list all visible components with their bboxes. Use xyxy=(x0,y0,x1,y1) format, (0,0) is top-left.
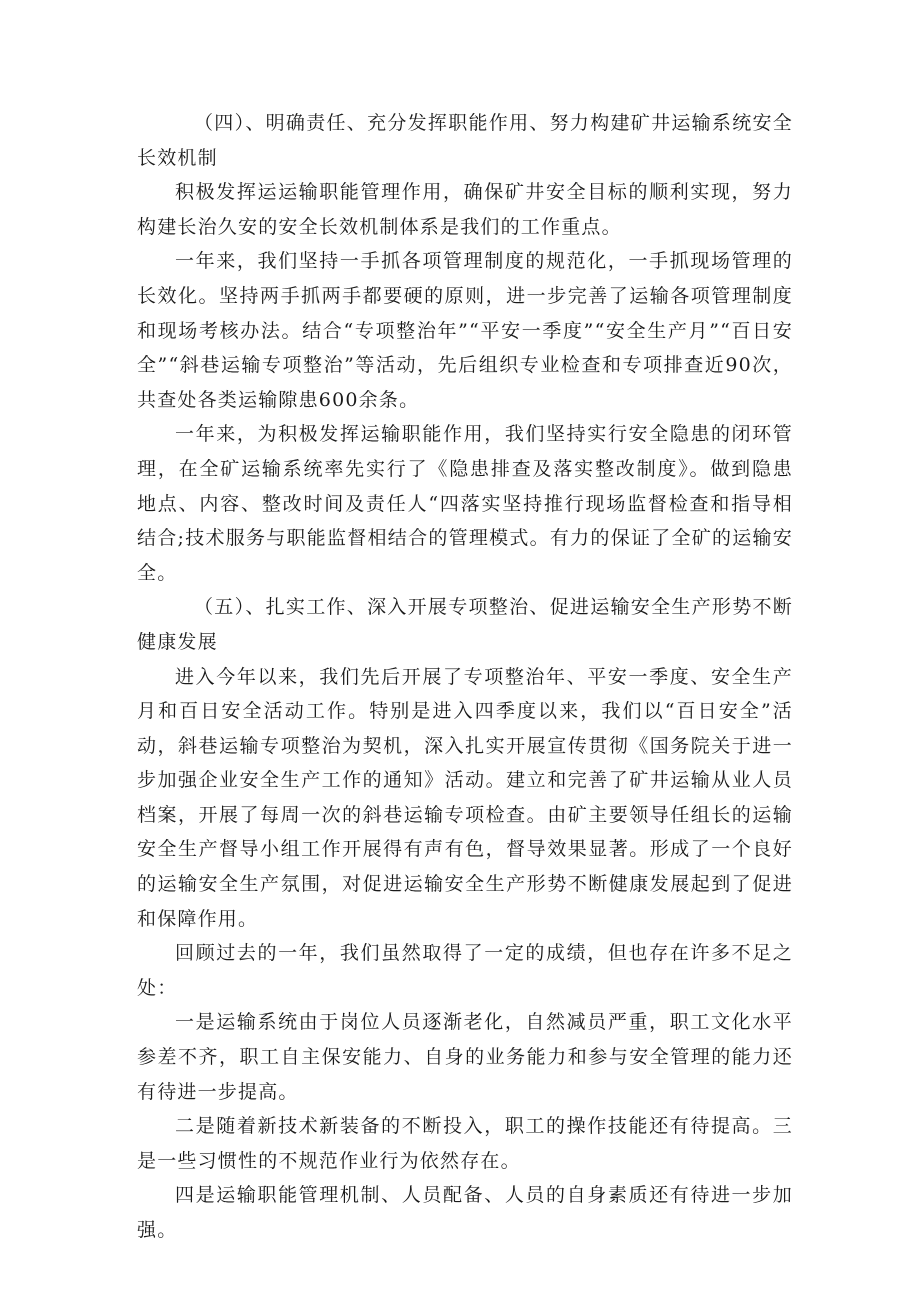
section-heading-5: （五）、扎实工作、深入开展专项整治、促进运输安全生产形势不断健康发展 xyxy=(137,596,793,653)
paragraph: 积极发挥运运输职能管理作用，确保矿井安全目标的顺利实现，努力构建长治久安的安全长效机制体系是我们的工作重点。 xyxy=(137,181,793,238)
paragraph: 四是运输职能管理机制、人员配备、人员的自身素质还有待进一步加强。 xyxy=(137,1184,793,1241)
paragraph: 二是随着新技术新装备的不断投入，职工的操作技能还有待提高。三是一些习惯性的不规范作业行为依然存在。 xyxy=(137,1115,793,1172)
section-heading-4: （四）、明确责任、充分发挥职能作用、努力构建矿井运输系统安全长效机制 xyxy=(137,112,793,169)
paragraph: 一年来，我们坚持一手抓各项管理制度的规范化，一手抓现场管理的长效化。坚持两手抓两手都要硬的原则，进一步完善了运输各项管理制度和现场考核办法。结合“专项整治年”“平安一季度”“安全生产月”“百日安全”“斜巷运输专项整治”等活动，先后组织专业检查和专项排查近90次，共查处各类运输隙患600余条。 xyxy=(137,250,793,411)
paragraph: 回顾过去的一年，我们虽然取得了一定的成绩，但也存在许多不足之处： xyxy=(137,942,793,999)
document-body xyxy=(137,106,793,1248)
paragraph: 一年来，为积极发挥运输职能作用，我们坚持实行安全隐患的闭环管理，在全矿运输系统率先实行了《隐患排查及落实整改制度》。做到隐患地点、内容、整改时间及责任人“四落实坚持推行现场监督检查和指导相结合;技术服务与职能监督相结合的管理模式。有力的保证了全矿的运输安全。 xyxy=(137,423,793,584)
paragraph: 一是运输系统由于岗位人员逐渐老化，自然减员严重，职工文化水平参差不齐，职工自主保安能力、自身的业务能力和参与安全管理的能力还有待进一步提高。 xyxy=(137,1011,793,1103)
paragraph: 进入今年以来，我们先后开展了专项整治年、平安一季度、安全生产月和百日安全活动工作。特别是进入四季度以来，我们以“百日安全”活动，斜巷运输专项整治为契机，深入扎实开展宣传贯彻《国务院关于进一步加强企业安全生产工作的通知》活动。建立和完善了矿井运输从业人员档案，开展了每周一次的斜巷运输专项检查。由矿主要领导任组长的运输安全生产督导小组工作开展得有声有色，督导效果显著。形成了一个良好的运输安全生产氛围，对促进运输安全生产形势不断健康发展起到了促进和保障作用。 xyxy=(137,665,793,930)
